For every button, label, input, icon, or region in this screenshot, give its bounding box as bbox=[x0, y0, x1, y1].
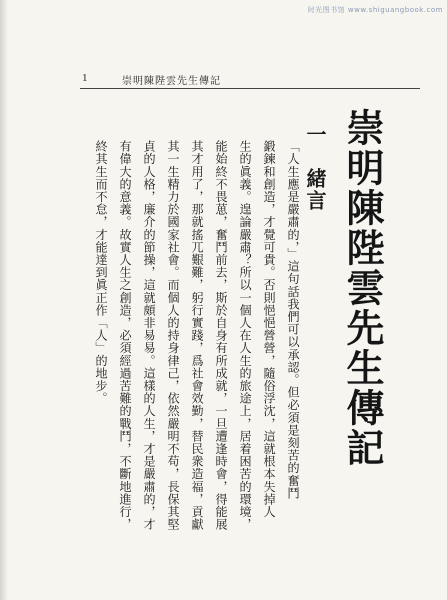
book-title: 崇明陳陛雲先生傳記 bbox=[340, 108, 385, 468]
page-number: 1 bbox=[82, 72, 88, 84]
section-number: 一 bbox=[303, 124, 327, 146]
body-column-7: 貞的人格，廉介的節操，這就頗非易易。這樣的人生，才是嚴肅的，才 bbox=[142, 140, 156, 531]
body-column-6: 其一生精力於國家社會。而個人的持身律己，依然嚴明不苟，長保其堅 bbox=[166, 140, 180, 531]
section-heading bbox=[304, 124, 326, 212]
body-column-5: 其才用了，那就搖兀艱難，躬行實踐，爲社會效勤，替民衆造福，貢獻 bbox=[190, 140, 204, 531]
header-rule bbox=[80, 88, 420, 89]
body-column-2: 鍛鍊和創造，才覺可貴。否則悒悒營營，隨俗浮沈，這就根本失掉人 bbox=[262, 140, 276, 518]
body-column-8: 有偉大的意義。故實人生之創造，必須經過苦難的戰鬥，不斷地進行， bbox=[118, 140, 132, 531]
body-column-1: 「人生應是嚴肅的，」這句話我們可以承認。但必須是刻苦的奮鬥 bbox=[286, 140, 300, 500]
body-column-4: 能始終不畏葸，奮鬥前去，斯於自身有所成就，一旦遭逢時會，得能展 bbox=[214, 140, 228, 531]
section-heading-text: 緒言 bbox=[303, 168, 327, 212]
body-column-3: 生的眞義。遑論嚴肅？所以一個人在人生的旅途上，居着困苦的環境， bbox=[238, 140, 252, 531]
running-header-title: 崇明陳陛雲先生傳記 bbox=[122, 76, 221, 87]
watermark: 时光图书馆 www.shiguangbook.com bbox=[307, 6, 443, 14]
running-header bbox=[82, 72, 422, 86]
body-column-9: 終其生而不怠，才能達到眞正作「人」的地步。 bbox=[94, 140, 108, 405]
section-gap bbox=[303, 146, 327, 168]
page-edge-shadow bbox=[0, 0, 8, 600]
